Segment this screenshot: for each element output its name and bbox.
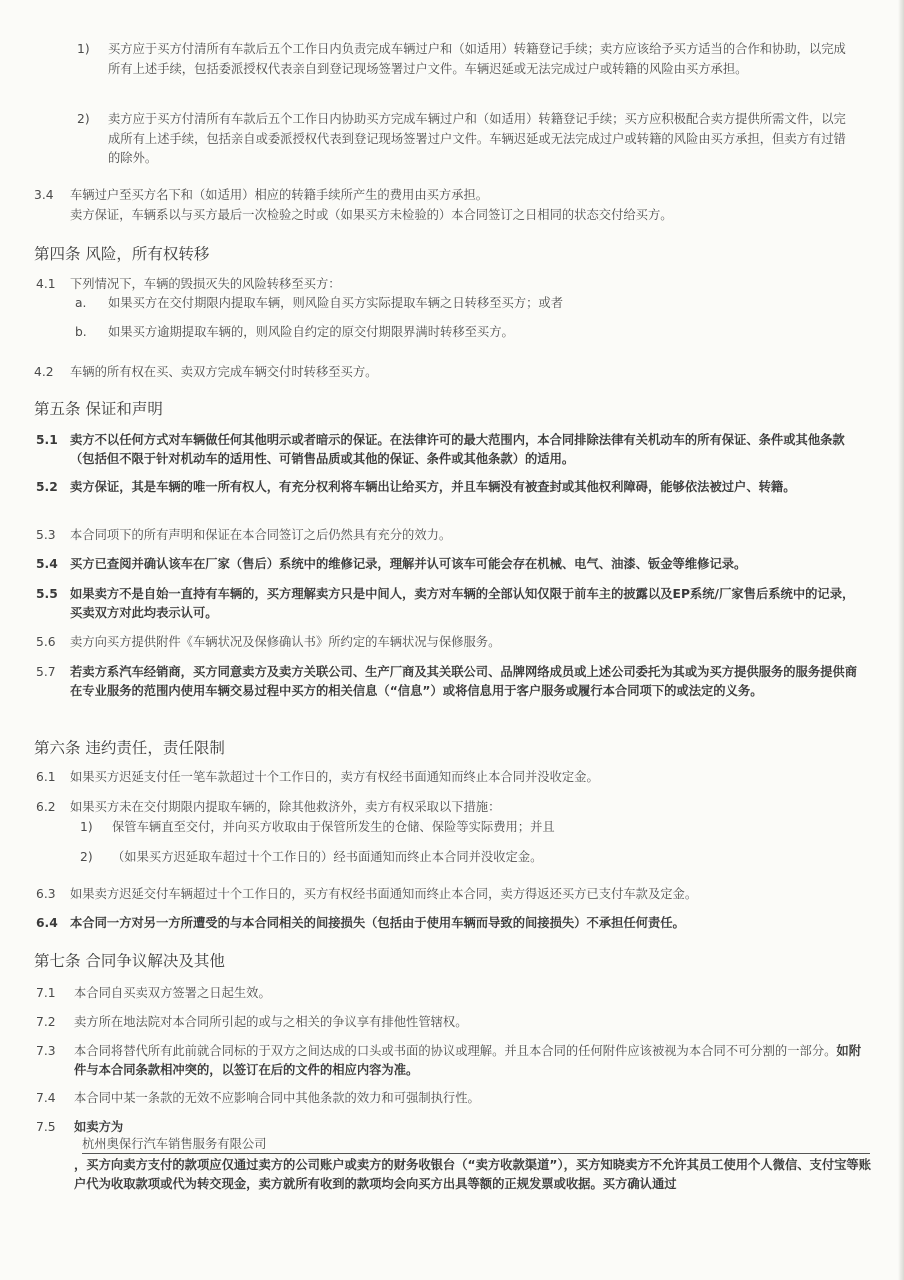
clause-number: 7.1: [36, 986, 56, 1000]
clause-text: 车辆过户至买方名下和（如适用）相应的转籍手续所产生的费用由买方承担。: [70, 188, 489, 202]
clause-text: 如果买方逾期提取车辆的，则风险自约定的原交付期限界满时转移至买方。: [108, 325, 514, 339]
clause-text: 保管车辆直至交付，并向买方收取由于保管所发生的仓储、保险等实际费用；并且: [112, 820, 555, 834]
clause-number: 1): [80, 820, 93, 834]
clause-number: 1): [77, 42, 90, 56]
seller-company-name: 杭州奥保行汽车销售服务有限公司: [82, 1135, 870, 1154]
clause-text: ，买方向卖方支付的款项应仅通过卖方的公司账户或卖方的财务收银台（“卖方收款渠道”），买方知晓卖方不允许其员工使用个人微信、支付宝等账户代为收取款项或代为转交现金，卖方就所有收到的款项均会向买方出具等额的正规发票或收据。买方确认通过: [74, 1158, 872, 1191]
clause-number: 4.2: [34, 365, 54, 379]
clause-text: 本合同项下的所有声明和保证在本合同签订之后仍然具有充分的效力。: [70, 528, 452, 542]
clause-text-part: 本合同将替代所有此前就合同标的于双方之间达成的口头或书面的协议或理解。并且本合同的任何附件应该被视为本合同不可分割的一部分。: [74, 1044, 837, 1058]
clause-text: 若卖方系汽车经销商，买方同意卖方及卖方关联公司、生产厂商及其关联公司、品牌网络成员或上述公司委托为其或为买方提供服务的服务提供商在专业服务的范围内使用车辆交易过程中买方的相关信息（“信息”）或将信息用于客户服务或履行本合同项下的或法定的义务。: [70, 665, 858, 698]
clause-number: 2): [77, 112, 90, 126]
clause-number: 5.6: [36, 635, 56, 649]
clause-text: 买方已查阅并确认该车在厂家（售后）系统中的维修记录，理解并认可该车可能会存在机械、电气、油漆、钣金等维修记录。: [70, 557, 747, 571]
clause-text: 如果卖方迟延交付车辆超过十个工作日的，买方有权经书面通知而终止本合同，卖方得返还买方已支付车款及定金。: [70, 887, 698, 901]
clause-text: 如果买方迟延支付任一笔车款超过十个工作日的，卖方有权经书面通知而终止本合同并没收定金。: [70, 770, 599, 784]
clause-text: 卖方所在地法院对本合同所引起的或与之相关的争议享有排他性管辖权。: [74, 1015, 468, 1029]
clause-number: 4.1: [36, 277, 56, 291]
clause-number: 7.4: [36, 1091, 56, 1105]
clause-number: 7.3: [36, 1044, 56, 1058]
clause-text: 卖方保证，其是车辆的唯一所有权人，有充分权利将车辆出让给买方，并且车辆没有被查封或其他权利障碍，能够依法被过户、转籍。: [70, 480, 796, 494]
clause-number: 5.4: [36, 557, 58, 571]
clause-text: 卖方向买方提供附件《车辆状况及保修确认书》所约定的车辆状况与保修服务。: [70, 635, 501, 649]
clause-number: 5.5: [36, 587, 58, 601]
section-heading: 第四条 风险，所有权转移: [34, 245, 210, 263]
clause-text: 本合同中某一条款的无效不应影响合同中其他条款的效力和可强制执行性。: [74, 1091, 480, 1105]
clause-number: 6.1: [36, 770, 56, 784]
clause-text: 如果卖方不是自始一直持有车辆的，买方理解卖方只是中间人，卖方对车辆的全部认知仅限于前车主的披露以及EP系统/厂家售后系统中的记录，买卖双方对此均表示认可。: [70, 587, 855, 620]
clause-text: 买方应于买方付清所有车款后五个工作日内负责完成车辆过户和（如适用）转籍登记手续；卖方应该给予买方适当的合作和协助，以完成所有上述手续，包括委派授权代表亲自到登记现场签署过户文件。车辆迟延或无法完成过户或转籍的风险由买方承担。: [108, 42, 846, 76]
clause-text: （如果买方迟延取车超过十个工作日的）经书面通知而终止本合同并没收定金。: [112, 850, 543, 864]
clause-text: 卖方不以任何方式对车辆做任何其他明示或者暗示的保证。在法律许可的最大范围内，本合同排除法律有关机动车的所有保证、条件或其他条款（包括但不限于针对机动车的适用性、可销售品质或其他的保证、条件或其他条款）的适用。: [70, 433, 845, 466]
scan-edge: [898, 0, 904, 1280]
clause-text: 下列情况下，车辆的毁损灭失的风险转移至买方：: [70, 277, 341, 291]
clause-text: 车辆的所有权在买、卖双方完成车辆交付时转移至买方。: [70, 365, 378, 379]
clause-label: 如卖方为: [74, 1120, 124, 1134]
clause-number: 6.4: [36, 916, 58, 930]
clause-number: 6.3: [36, 887, 56, 901]
clause-text: 如果买方未在交付期限内提取车辆的，除其他救济外，卖方有权采取以下措施：: [70, 800, 501, 814]
clause-number: 5.1: [36, 433, 58, 447]
clause-number: 5.7: [36, 665, 56, 679]
clause-text-bold-part: 如附件与本合同条款相冲突的，以签订在后的文件的相应内容为准。: [74, 1044, 862, 1077]
clause-text: [74, 1042, 864, 1080]
clause-text: 本合同一方对另一方所遭受的与本合同相关的间接损失（包括由于使用车辆而导致的间接损失）不承担任何责任。: [70, 916, 685, 930]
clause-text: 卖方保证，车辆系以与买方最后一次检验之时或（如果买方未检验的）本合同签订之日相同的状态交付给买方。: [70, 208, 673, 222]
clause-number: 3.4: [34, 188, 54, 202]
clause-text: 本合同自买卖双方签署之日起生效。: [74, 986, 271, 1000]
section-heading: 第六条 违约责任，责任限制: [34, 739, 225, 757]
clause-text: 如果买方在交付期限内提取车辆，则风险自买方实际提取车辆之日转移至买方；或者: [108, 296, 563, 310]
clause-number: 2): [80, 850, 93, 864]
clause-number: 5.2: [36, 480, 58, 494]
clause-number: 7.5: [36, 1120, 56, 1134]
clause-number: 5.3: [36, 528, 56, 542]
section-heading: 第七条 合同争议解决及其他: [34, 952, 225, 970]
clause-number: 6.2: [36, 800, 56, 814]
clause-text: 卖方应于买方付清所有车款后五个工作日内协助买方完成车辆过户和（如适用）转籍登记手续；买方应积极配合卖方提供所需文件，以完成所有上述手续，包括亲自或委派授权代表到登记现场签署过户文件。车辆迟延或无法完成过户或转籍的风险由买方承担，但卖方有过错的除外。: [108, 112, 846, 165]
clause-number: 7.2: [36, 1015, 56, 1029]
section-heading: 第五条 保证和声明: [34, 400, 163, 418]
clause-number: b.: [75, 325, 87, 339]
clause-number: a.: [75, 296, 87, 310]
